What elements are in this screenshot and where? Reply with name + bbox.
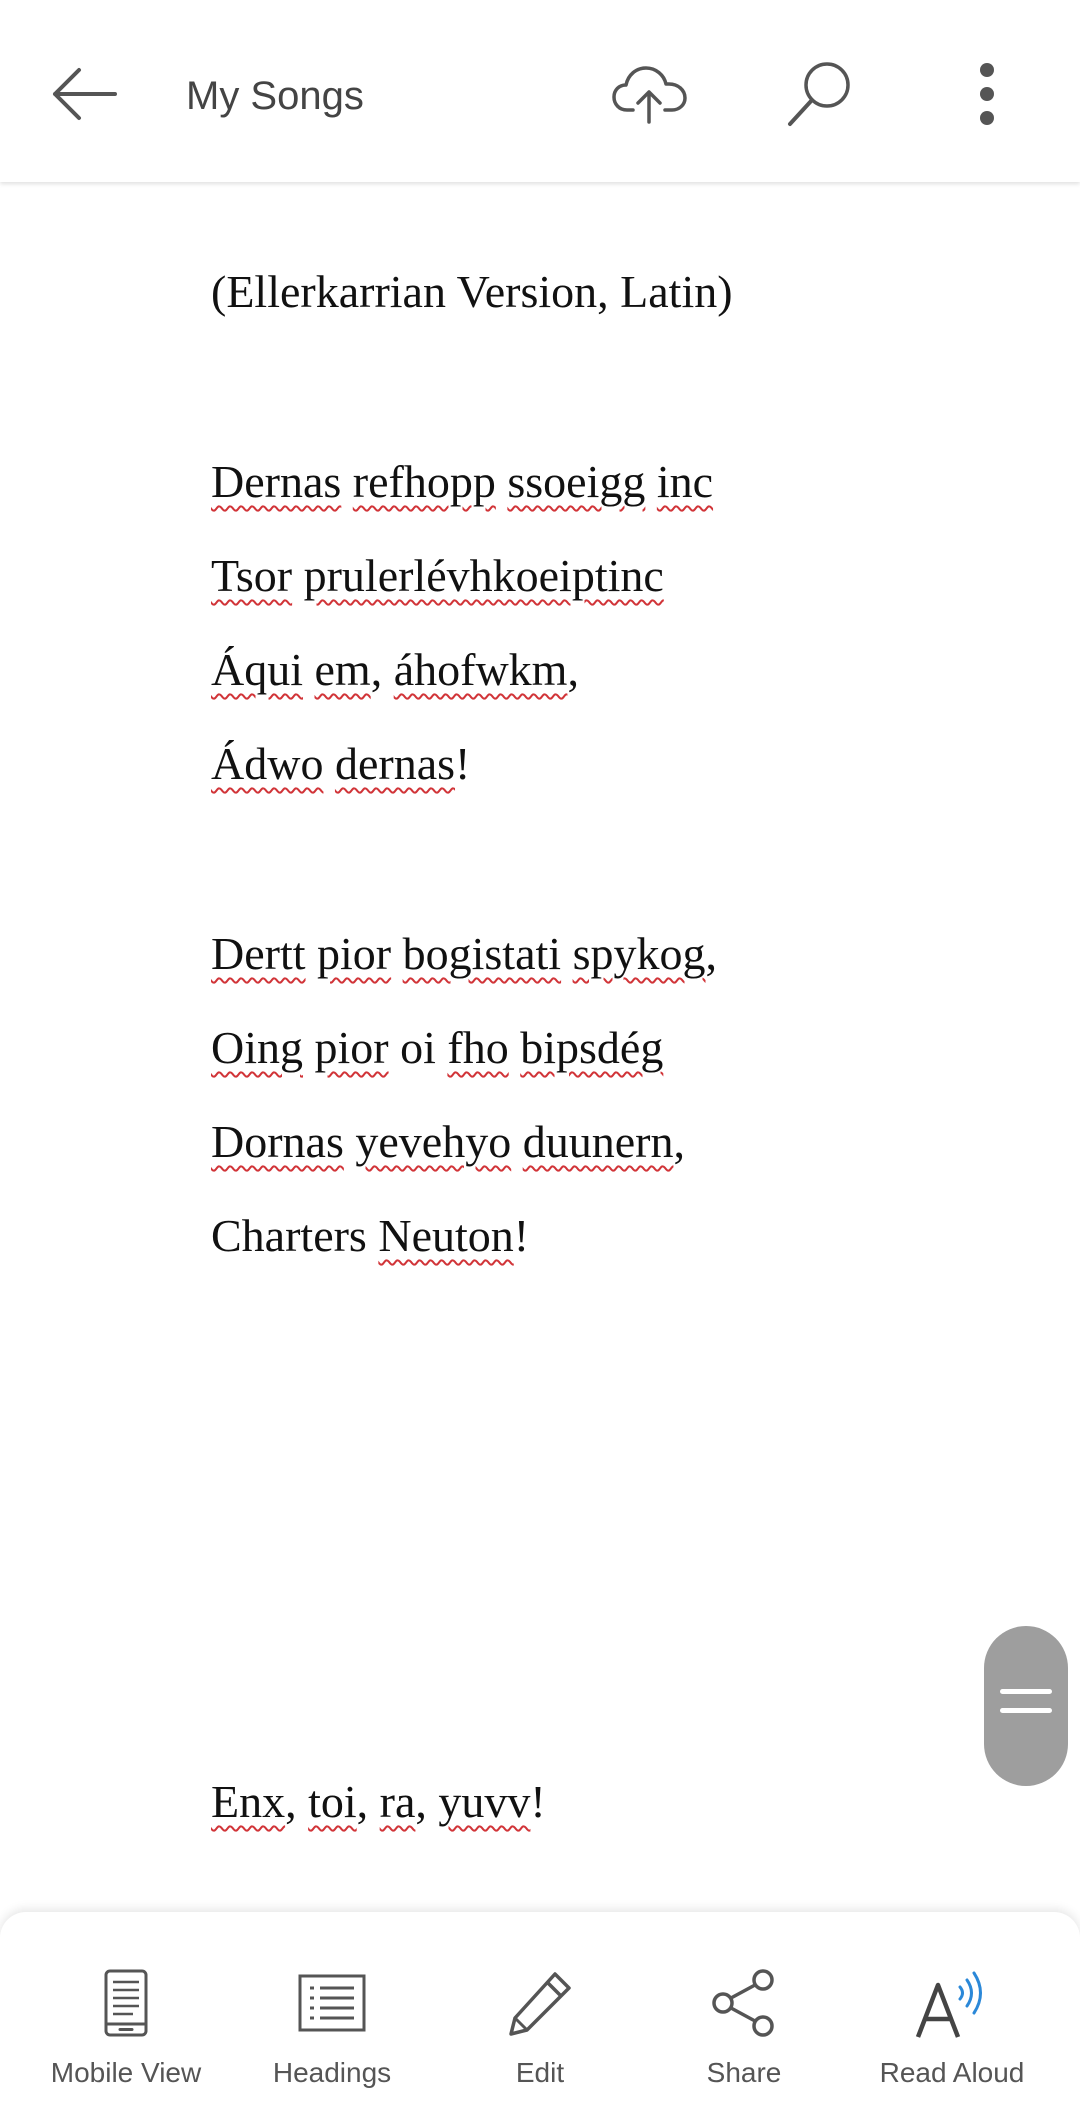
misspelled-word[interactable]: yevehyo <box>355 1116 512 1167</box>
misspelled-word[interactable]: Ádwo <box>211 738 324 789</box>
tool-label: Read Aloud <box>879 2057 1025 2088</box>
tool-label: Headings <box>272 2057 392 2088</box>
misspelled-word[interactable]: refhopp <box>352 456 496 507</box>
arrow-left-icon <box>49 66 119 122</box>
read-aloud-icon <box>914 1965 990 2041</box>
misspelled-word[interactable]: Dertt <box>211 928 306 979</box>
text-run: , <box>356 1776 380 1827</box>
text-run: oi <box>388 1022 448 1073</box>
misspelled-word[interactable]: Áqui <box>211 644 303 695</box>
lyric-line <box>211 1018 663 1078</box>
document-canvas[interactable] <box>0 182 1080 1912</box>
misspelled-word[interactable]: toi <box>308 1776 357 1827</box>
read-aloud-button[interactable] <box>852 1912 1052 2116</box>
misspelled-word[interactable]: Dernas <box>211 456 342 507</box>
misspelled-word[interactable]: inc <box>656 456 714 507</box>
tool-label: Edit <box>515 2057 565 2088</box>
lyric-line <box>211 640 579 700</box>
more-vertical-icon <box>977 62 997 126</box>
misspelled-word[interactable]: pior <box>314 1022 389 1073</box>
lyric-line <box>211 452 713 512</box>
grip-line <box>1000 1689 1052 1694</box>
text-run: , <box>567 644 579 695</box>
misspelled-word[interactable]: yuvv <box>438 1776 531 1827</box>
more-options-button[interactable] <box>937 44 1037 144</box>
misspelled-word[interactable]: bogistati <box>402 928 562 979</box>
share-icon <box>711 1968 777 2038</box>
pencil-icon <box>505 1968 575 2038</box>
lyric-line <box>211 924 717 984</box>
search-icon <box>784 58 856 130</box>
text-run <box>306 928 318 979</box>
app-bar <box>0 0 1080 182</box>
share-button[interactable] <box>644 1912 844 2116</box>
misspelled-word[interactable]: Neuton <box>378 1210 514 1261</box>
search-button[interactable] <box>770 44 870 144</box>
misspelled-word[interactable]: Oing <box>211 1022 303 1073</box>
page-title: My Songs <box>186 74 364 118</box>
text-run <box>511 1116 523 1167</box>
misspelled-word[interactable]: spykog <box>572 928 706 979</box>
text-run: Charters <box>211 1210 379 1261</box>
tool-label: Mobile View <box>50 2057 202 2088</box>
text-run <box>341 456 353 507</box>
bottom-toolbar <box>0 1912 1080 2116</box>
text-run <box>561 928 573 979</box>
text-run: ! <box>513 1210 530 1261</box>
mobile-view-icon <box>103 1968 149 2038</box>
text-run <box>645 456 657 507</box>
misspelled-word[interactable]: dernas <box>334 738 456 789</box>
text-run: , <box>285 1776 309 1827</box>
text-run <box>323 738 335 789</box>
scroll-handle[interactable] <box>984 1626 1068 1786</box>
text-run: ! <box>530 1776 546 1827</box>
text-run <box>391 928 403 979</box>
lyric-line <box>211 1206 529 1266</box>
text-run <box>509 1022 521 1073</box>
grip-line <box>1000 1708 1052 1713</box>
misspelled-word[interactable]: áhofwkm <box>393 644 568 695</box>
back-button[interactable] <box>34 44 134 144</box>
misspelled-word[interactable]: Enx <box>211 1776 286 1827</box>
headings-list-icon <box>298 1974 366 2032</box>
text-run: , <box>673 1116 685 1167</box>
lyric-line <box>211 1112 685 1172</box>
text-run: , <box>415 1776 439 1827</box>
lyric-line <box>211 734 470 794</box>
lyric-line <box>211 1772 546 1832</box>
misspelled-word[interactable]: bipsdég <box>520 1022 664 1073</box>
text-run: ! <box>455 738 471 789</box>
misspelled-word[interactable]: prulerlévhkoeiptinc <box>303 550 664 601</box>
misspelled-word[interactable]: Dornas <box>211 1116 344 1167</box>
text-run <box>303 644 315 695</box>
text-run <box>344 1116 356 1167</box>
misspelled-word[interactable]: fho <box>447 1022 509 1073</box>
cloud-upload-icon <box>611 62 689 126</box>
headings-button[interactable] <box>232 1912 432 2116</box>
lyric-line <box>211 546 664 606</box>
text-run <box>292 550 304 601</box>
tool-icon-wrap <box>505 1962 575 2044</box>
misspelled-word[interactable]: pior <box>317 928 392 979</box>
tool-label: Share <box>706 2057 782 2088</box>
tool-icon-wrap <box>711 1962 777 2044</box>
tool-icon-wrap <box>298 1962 366 2044</box>
misspelled-word[interactable]: ra <box>379 1776 416 1827</box>
misspelled-word[interactable]: ssoeigg <box>507 456 646 507</box>
mobile-view-button[interactable] <box>26 1912 226 2116</box>
text-run: , <box>705 928 717 979</box>
misspelled-word[interactable]: em <box>314 644 371 695</box>
misspelled-word[interactable]: duunern <box>522 1116 674 1167</box>
upload-button[interactable] <box>600 44 700 144</box>
text-run: , <box>370 644 394 695</box>
text-run <box>303 1022 315 1073</box>
tool-icon-wrap <box>103 1962 149 2044</box>
document-subtitle: (Ellerkarrian Version, Latin) <box>211 266 733 317</box>
tool-icon-wrap <box>914 1962 990 2044</box>
misspelled-word[interactable]: Tsor <box>211 550 293 601</box>
text-run <box>496 456 508 507</box>
edit-button[interactable] <box>440 1912 640 2116</box>
